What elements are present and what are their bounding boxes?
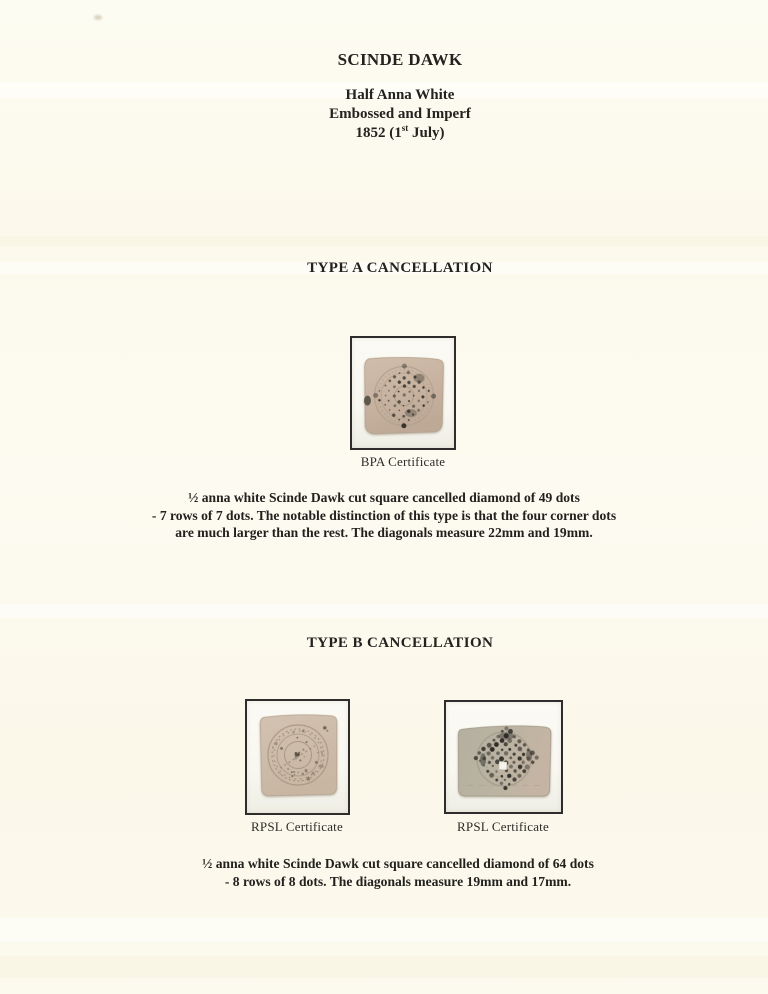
stamp-photo-type-b-right bbox=[453, 721, 554, 800]
date-superscript: st bbox=[401, 123, 409, 133]
description-line: ½ anna white Scinde Dawk cut square cancelled diamond of 64 dots bbox=[202, 856, 594, 871]
subtitle-line-denomination: Half Anna White bbox=[345, 87, 455, 103]
stamp-caption-bpa: BPA Certificate bbox=[360, 454, 446, 469]
stamp-photo-type-a bbox=[360, 356, 446, 438]
subtitle-line-printing: Embossed and Imperf bbox=[329, 106, 471, 122]
date-suffix: July) bbox=[408, 125, 445, 141]
type-b-heading: TYPE B CANCELLATION bbox=[306, 635, 494, 651]
type-a-description bbox=[16, 489, 752, 542]
date-prefix: 1852 (1 bbox=[355, 125, 402, 141]
stamp-caption-rpsl-left: RPSL Certificate bbox=[251, 819, 343, 834]
type-b-description bbox=[30, 855, 766, 890]
page-content bbox=[32, 0, 768, 994]
stamp-frame-type-b-left bbox=[245, 699, 350, 815]
stamp-frame-type-b-right bbox=[444, 700, 563, 814]
subtitle-block bbox=[32, 86, 768, 143]
page-title: SCINDE DAWK bbox=[337, 50, 463, 69]
type-a-heading: TYPE A CANCELLATION bbox=[307, 260, 493, 276]
stamp-caption-rpsl-right: RPSL Certificate bbox=[457, 819, 549, 834]
description-line: are much larger than the rest. The diagonals measure 22mm and 19mm. bbox=[175, 525, 593, 540]
date-line bbox=[32, 124, 768, 143]
description-line: ½ anna white Scinde Dawk cut square cancelled diamond of 49 dots bbox=[188, 490, 580, 505]
stamp-photo-type-b-left bbox=[256, 710, 339, 799]
description-line: - 8 rows of 8 dots. The diagonals measure 19mm and 17mm. bbox=[224, 873, 572, 889]
description-line: - 7 rows of 7 dots. The notable distinction of this type is that the four corner dots bbox=[151, 507, 617, 523]
stamp-frame-type-a bbox=[350, 336, 456, 450]
